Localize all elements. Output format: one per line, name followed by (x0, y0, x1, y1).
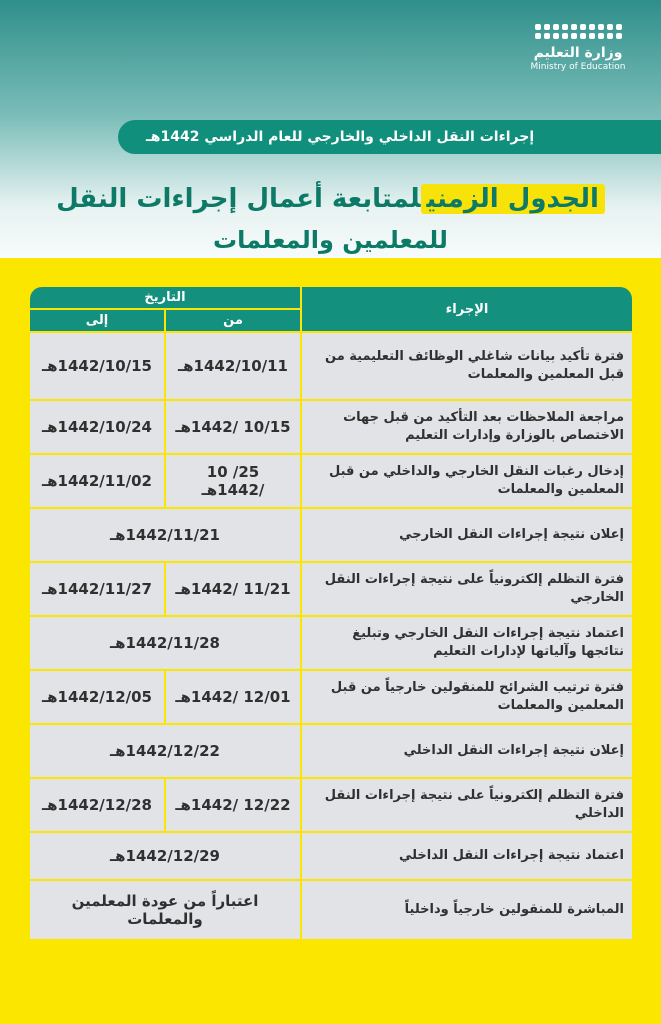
row-date-to: 1442/10/24هـ (30, 401, 164, 453)
column-header-action: الإجراء (302, 287, 632, 331)
row-date-to: 1442/10/15هـ (30, 333, 164, 399)
table-row (30, 833, 632, 879)
row-date-from: 25/ 10 /1442هـ (166, 455, 300, 507)
row-date-from: 10/15 /1442هـ (166, 401, 300, 453)
row-date-to: 1442/11/27هـ (30, 563, 164, 615)
row-date-from: 1442/10/11هـ (166, 333, 300, 399)
banner-text: إجراءات النقل الداخلي والخارجي للعام الدراسي 1442هـ (146, 129, 535, 145)
ministry-name-ar: وزارة التعليم (533, 45, 623, 61)
row-action: فترة تأكيد بيانات شاغلي الوظائف التعليمية من قبل المعلمين والمعلمات (302, 333, 632, 399)
table-row (30, 401, 632, 453)
row-date-from: 11/21 /1442هـ (166, 563, 300, 615)
row-action: اعتماد نتيجة إجراءات النقل الداخلي (302, 833, 632, 879)
row-action: فترة التظلم إلكترونياً على نتيجة إجراءات النقل الخارجي (302, 563, 632, 615)
row-date-to: 1442/12/28هـ (30, 779, 164, 831)
row-date: 1442/12/29هـ (30, 833, 300, 879)
table-row (30, 509, 632, 561)
title-highlight: الجدول الزمني (421, 184, 605, 214)
row-action: إعلان نتيجة إجراءات النقل الداخلي (302, 725, 632, 777)
row-action: إدخال رغبات النقل الخارجي والداخلي من قبل المعلمين والمعلمات (302, 455, 632, 507)
row-date-from: 12/22 /1442هـ (166, 779, 300, 831)
page-title (0, 184, 661, 214)
banner (118, 120, 661, 154)
table-row (30, 563, 632, 615)
row-date-to: 1442/12/05هـ (30, 671, 164, 723)
row-action: إعلان نتيجة إجراءات النقل الخارجي (302, 509, 632, 561)
row-date: اعتباراً من عودة المعلمين والمعلمات (30, 881, 300, 939)
column-header-to: إلى (30, 310, 164, 331)
column-header-date: التاريخ (30, 287, 300, 308)
row-action: اعتماد نتيجة إجراءات النقل الخارجي وتبليغ نتائجها وآلياتها لإدارات التعليم (302, 617, 632, 669)
row-date: 1442/11/28هـ (30, 617, 300, 669)
table-row (30, 333, 632, 399)
row-date-to: 1442/11/02هـ (30, 455, 164, 507)
table-row (30, 617, 632, 669)
row-action: فترة التظلم إلكترونياً على نتيجة إجراءات النقل الداخلي (302, 779, 632, 831)
ministry-name-en: Ministry of Education (530, 62, 626, 72)
row-action: مراجعة الملاحظات بعد التأكيد من قبل جهات الاختصاص بالوزارة وإدارات التعليم (302, 401, 632, 453)
ministry-logo (523, 24, 633, 73)
column-header-from: من (166, 310, 300, 331)
table-row (30, 671, 632, 723)
title-rest: لمتابعة أعمال إجراءات النقل (56, 184, 421, 214)
row-date: 1442/11/21هـ (30, 509, 300, 561)
page-subtitle: للمعلمين والمعلمات (213, 226, 448, 254)
table-row (30, 779, 632, 831)
row-action: فترة ترتيب الشرائح للمنقولين خارجياً من قبل المعلمين والمعلمات (302, 671, 632, 723)
row-date-from: 12/01 /1442هـ (166, 671, 300, 723)
table-row (30, 725, 632, 777)
table-row (30, 455, 632, 507)
table-row (30, 881, 632, 939)
logo-dots-icon (533, 24, 623, 39)
schedule-table (30, 285, 634, 941)
row-action: المباشرة للمنقولين خارجياً وداخلياً (302, 881, 632, 939)
row-date: 1442/12/22هـ (30, 725, 300, 777)
